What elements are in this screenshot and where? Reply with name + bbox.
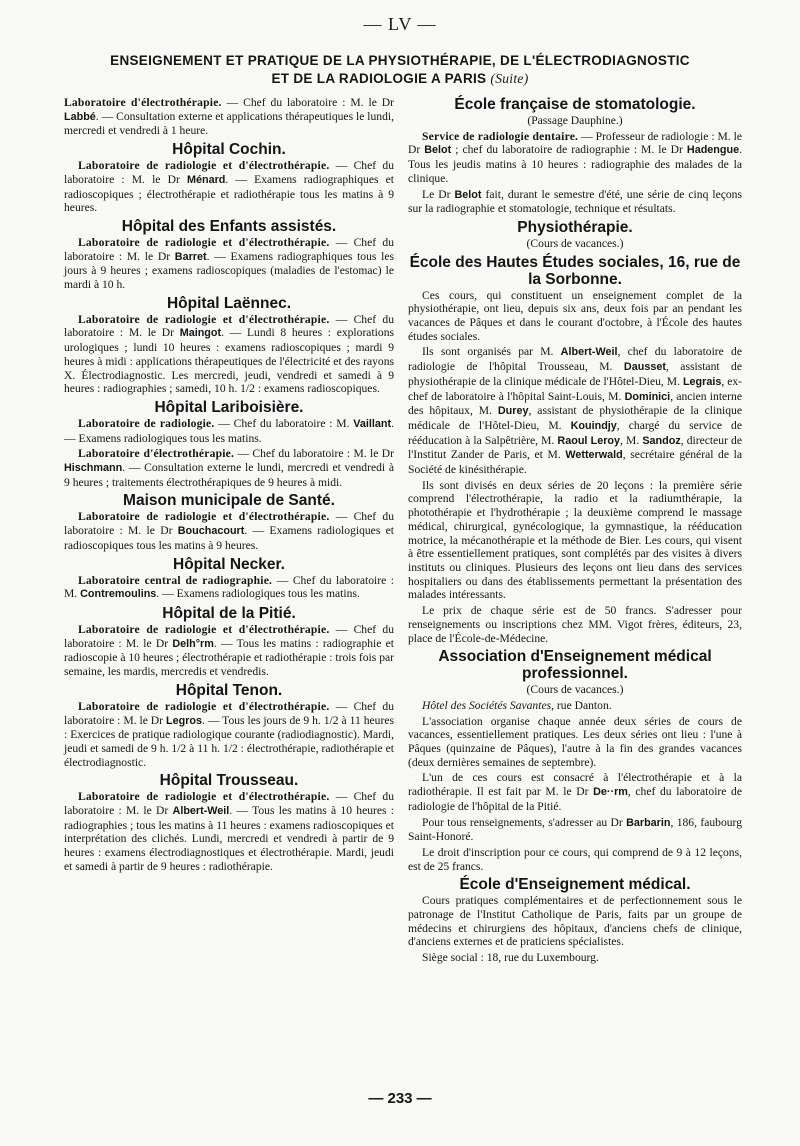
paragraph: [408, 816, 742, 844]
text: . — Tous les matins à 10 heures : radiographies ; tous les matins à 11 heures : examens radioscopiques et interprétation des clichés. Lundi, mercredi et vendredi à partir de 9 heures : examens électrodiagnostiques et électrothérapie. Mardi, jeudi et samedi à partir de 9 heures : radiothérapie.: [64, 804, 394, 873]
text: , M.: [620, 433, 643, 447]
doctor-name: Legros: [166, 714, 202, 727]
section-title-necker: Hôpital Necker.: [173, 555, 285, 573]
text: — Chef du laboratoire : M. le Dr: [64, 510, 394, 538]
paragraph: [64, 447, 394, 489]
text: . — Examens radiologiques tous les matins.: [156, 587, 360, 601]
text: , secrétaire général de la Société de kinésithérapie.: [408, 448, 742, 477]
left-column: [64, 96, 394, 876]
lab-title: Laboratoire de radiologie et d'électrothérapie.: [78, 622, 330, 636]
text: . — Tous les jours de 9 h. 1/2 à 11 heures : Exercices de pratique radiologique courante (radiodiagnostic). Mardi, jeudi et samedi de 9 h. 1/2 à 11 h. 1/2 : électrothérapie, radiothérapie et électrodiagnostic.: [64, 713, 394, 769]
text: — Chef du laboratoire : M.: [214, 416, 354, 430]
text: , chef du laboratoire de radiologie de l'hôpital Trousseau, M.: [408, 345, 742, 374]
venue-name: Hôtel des Sociétés Savantes: [422, 698, 552, 712]
paragraph: Ces cours, qui constituent un enseignement complet de la physiothérapie, ont lieu, depuis six ans, deux fois par an pendant les vacances de Pâques et dans le courant d'octobre, à l'École des hautes études sociales.: [408, 288, 742, 343]
text: . — Examens radiologiques et radioscopiques tous les matins à 9 heures.: [64, 524, 395, 552]
lab-title: Service de radiologie dentaire.: [422, 129, 579, 143]
paragraph: [64, 574, 394, 602]
text: . — Consultation externe et applications thérapeutiques le lundi, mercredi et vendredi à 1 heure.: [64, 109, 394, 138]
text: ; chef du laboratoire de radiographie : M. le Dr: [451, 143, 687, 157]
text: , assistant de physiothérapie de la clinique médicale de l'Hôtel-Dieu, M.: [408, 404, 742, 432]
text: — Chef du laboratoire : M.: [64, 573, 394, 601]
doctor-name: Ménard: [186, 173, 226, 186]
section-title-enfants-assistes: Hôpital des Enfants assistés.: [121, 217, 337, 235]
paragraph: Ils sont divisés en deux séries de 20 leçons : la première série comprend l'électrothérapie, la radio et la radiumthérapie, la photothérapie et l'hydrothérapie ; la deuxième comprend le massage médical, chirurgical, gynécologique, la gymnastique, la rééducation motrice, la mécanothérapie et la méthode de Bier. Les cours, qui visent à être essentiellement pratiques, sont complétés par des visites à divers instituts ou cliniques. Plusieurs des leçons ont lieu dans des services hospitaliers ou dans des établissements permettant la présentation des malades intéressants.: [408, 478, 742, 602]
doctor-name: Hischmann: [64, 462, 123, 475]
doctor-name: Belot: [454, 188, 482, 201]
section-title-laennec: Hôpital Laënnec.: [166, 294, 292, 312]
doctor-name: Delh°rm: [172, 637, 214, 650]
text: , 186, faubourg Saint-Honoré.: [408, 815, 742, 844]
doctor-name: Hadengue: [686, 144, 740, 157]
text: — Chef du laboratoire : M. le Dr: [64, 159, 394, 186]
lab-title: Laboratoire de radiologie.: [78, 416, 215, 430]
lab-title: Laboratoire d'électrothérapie.: [78, 447, 235, 461]
lab-title: Laboratoire de radiologie et d'électrothérapie.: [78, 235, 330, 249]
paragraph: [408, 771, 742, 813]
text: L'un de ces cours est consacré à l'électrothérapie et à la radiothérapie. Il est fait par M. le Dr: [408, 771, 742, 799]
text: — Chef du laboratoire : M. le Dr: [221, 96, 395, 109]
person-name: Wetterwald: [565, 449, 623, 462]
doctor-name: Labbé: [64, 110, 96, 123]
person-name: Kouindjy: [570, 419, 617, 432]
right-column: [408, 96, 742, 967]
person-name: Sandoz: [642, 434, 681, 447]
section-title-association: Association d'Enseignement médical professionnel.: [438, 648, 712, 683]
text: , rue Danton.: [551, 698, 612, 712]
paragraph: [64, 623, 394, 679]
person-name: Dominici: [624, 390, 671, 403]
text: fait, durant le semestre d'été, une série de cinq leçons sur la radiographie et stomatologie, technique et résultats.: [408, 187, 742, 216]
roman-page-number: — LV —: [363, 14, 437, 34]
lab-title: Laboratoire de radiologie et d'électrothérapie.: [78, 159, 330, 173]
paragraph: Cours pratiques complémentaires et de perfectionnement sous le patronage de l'Institut Catholique de Paris, faits par un groupe de médecins et chirurgiens des hôpitaux, d'anciens chefs de clinique, d'anciens externes et de praticiens spécialistes.: [408, 894, 742, 949]
text: . — Examens radiologiques tous les matins.: [64, 416, 395, 445]
text: , directeur de l'Institut Zander de Paris, et M.: [408, 433, 742, 462]
section-title-lariboisiere: Hôpital Lariboisière.: [154, 398, 304, 416]
section-title-physiotherapie: Physiothérapie.: [517, 218, 633, 236]
doctor-name: Albert-Weil: [172, 805, 230, 818]
doctor-name: Belot: [424, 144, 452, 157]
text: Le Dr: [422, 187, 455, 201]
text: . — Examens radiographiques tous les jours à 9 heures ; examens radioscopiques (maladies de l'estomac) le mardi à 10 h.: [64, 249, 394, 292]
doctor-name: De··rm: [593, 786, 628, 799]
section-title-pitie: Hôpital de la Pitié.: [162, 604, 296, 622]
paragraph: Le droit d'inscription pour ce cours, qui comprend de 9 à 12 leçons, est de 25 francs.: [408, 845, 742, 873]
doctor-name: Barbarin: [626, 816, 671, 829]
page-header: [60, 52, 740, 88]
paragraph: [64, 700, 394, 770]
lab-title: Laboratoire de radiologie et d'électrothérapie.: [78, 312, 330, 326]
footer-page-number: — 233 —: [368, 1090, 432, 1107]
paragraph: Siège social : 18, rue du Luxembourg.: [422, 951, 599, 965]
text: , ancien interne des hôpitaux, M.: [408, 389, 742, 418]
header-suite: (Suite): [490, 71, 529, 86]
person-name: Durey: [497, 405, 529, 418]
text: Ils sont organisés par M.: [422, 345, 561, 359]
doctor-name: Bouchacourt: [177, 525, 245, 538]
section-subtitle: (Cours de vacances.): [526, 683, 624, 697]
section-title-maison-municipale: Maison municipale de Santé.: [123, 492, 335, 510]
doctor-name: Contremoulins: [80, 588, 157, 601]
section-title-cochin: Hôpital Cochin.: [172, 141, 286, 159]
text: — Chef du laboratoire : M. le Dr: [64, 622, 394, 650]
text: , chef du laboratoire de radiologie de l'hôpital de la Pitié.: [408, 785, 742, 813]
section-title-hautes-etudes: École des Hautes Études sociales, 16, rue de la Sorbonne.: [409, 253, 741, 288]
text: , chargé du service de rééducation à la Salpêtrière, M.: [408, 418, 742, 447]
paragraph: [408, 130, 742, 186]
lab-title: Laboratoire central de radiographie.: [78, 573, 273, 587]
lab-title: Laboratoire de radiologie et d'électrothérapie.: [78, 699, 330, 713]
paragraph: [408, 345, 742, 476]
text: — Professeur de radiologie : M. le Dr: [408, 129, 742, 157]
header-line-1: ENSEIGNEMENT ET PRATIQUE DE LA PHYSIOTHÉRAPIE, DE L'ÉLECTRODIAGNOSTIC: [110, 53, 690, 68]
text: . Tous les jeudis matins à 10 heures : radiographie des malades de la clinique.: [408, 143, 742, 185]
section-subtitle: (Cours de vacances.): [526, 236, 624, 250]
lab-title: Laboratoire de radiologie et d'électrothérapie.: [78, 510, 330, 524]
header-line-2-text: ET DE LA RADIOLOGIE A PARIS: [271, 71, 487, 86]
paragraph: [64, 236, 394, 292]
text: . — Examens radiographiques et radioscopiques ; électrothérapie et radiothérapie tous les matins à 9 heures.: [64, 172, 394, 215]
person-name: Raoul Leroy: [557, 434, 621, 447]
paragraph: [64, 159, 394, 215]
paragraph: [408, 699, 742, 713]
lab-title: Laboratoire d'électrothérapie.: [64, 96, 222, 109]
paragraph: [64, 96, 394, 138]
text: — Chef du laboratoire : M. le Dr: [64, 699, 394, 727]
paragraph: Le prix de chaque série est de 50 francs. S'adresser pour renseignements ou inscriptions chez MM. Vigot frères, éditeurs, 23, place de l'École-de-Médecine.: [408, 604, 742, 645]
section-title-tenon: Hôpital Tenon.: [175, 681, 283, 699]
text: . — Consultation externe le lundi, mercredi et vendredi à 9 heures ; traitements électrothérapiques de 9 heures à midi.: [64, 461, 394, 489]
doctor-name: Barret: [174, 250, 207, 263]
section-title-trousseau: Hôpital Trousseau.: [159, 772, 299, 790]
lab-title: Laboratoire de radiologie et d'électrothérapie.: [78, 790, 330, 804]
person-name: Legrais: [682, 375, 722, 388]
text: . — Lundi 8 heures : explorations urologiques ; lundi 10 heures : examens radioscopiques ; mardi 9 heures à midi : applications thérapeutiques de l'électricité et des rayons X. Électrodiagnostic. Les mercredi, jeudi, vendredi et samedi à 9 heures : radiographies ; samedi, 10 h. 1/2 : examens radioscopiques.: [64, 326, 395, 396]
paragraph: [64, 417, 394, 445]
text: — Chef du laboratoire : M. le Dr: [64, 312, 394, 340]
paragraph: [64, 510, 394, 552]
paragraph: L'association organise chaque année deux séries de cours de vacances, essentiellement pratiques. Les deux séries ont lieu : l'une à Pâques (quinzaine de Pâques), l'autre à la fin des grandes vacances (deux dernières semaines de septembre).: [408, 714, 742, 769]
text: — Chef du laboratoire : M. le Dr: [64, 235, 394, 263]
doctor-name: Vaillant: [353, 417, 392, 430]
person-name: Dausset: [623, 361, 666, 374]
text: Pour tous renseignements, s'adresser au Dr: [422, 815, 627, 829]
text: — Chef du laboratoire : M. le Dr: [234, 447, 395, 461]
header-line-2: [60, 70, 740, 88]
text: , ex-chef de laboratoire à l'hôpital Saint-Louis, M.: [408, 374, 743, 403]
doctor-name: Maingot: [179, 327, 222, 340]
person-name: Albert-Weil: [560, 346, 618, 359]
section-title-ecole-enseignement: École d'Enseignement médical.: [459, 876, 691, 894]
paragraph: [408, 188, 742, 216]
paragraph: [64, 790, 394, 873]
section-title-ecole-stomatologie: École française de stomatologie.: [454, 96, 696, 113]
text: . — Tous les matins : radiographie et radioscopie à 10 heures ; électrothérapie et radiothérapie : trois fois par semaine, les mardis, mercredis et vendredis.: [64, 636, 395, 679]
text: — Chef du laboratoire : M. le Dr: [64, 790, 394, 818]
text: , assistant de physiothérapie de la clinique médicale de l'Hôtel-Dieu, M.: [408, 360, 742, 388]
paragraph: [64, 313, 394, 396]
section-subtitle: (Passage Dauphine.): [527, 114, 623, 127]
